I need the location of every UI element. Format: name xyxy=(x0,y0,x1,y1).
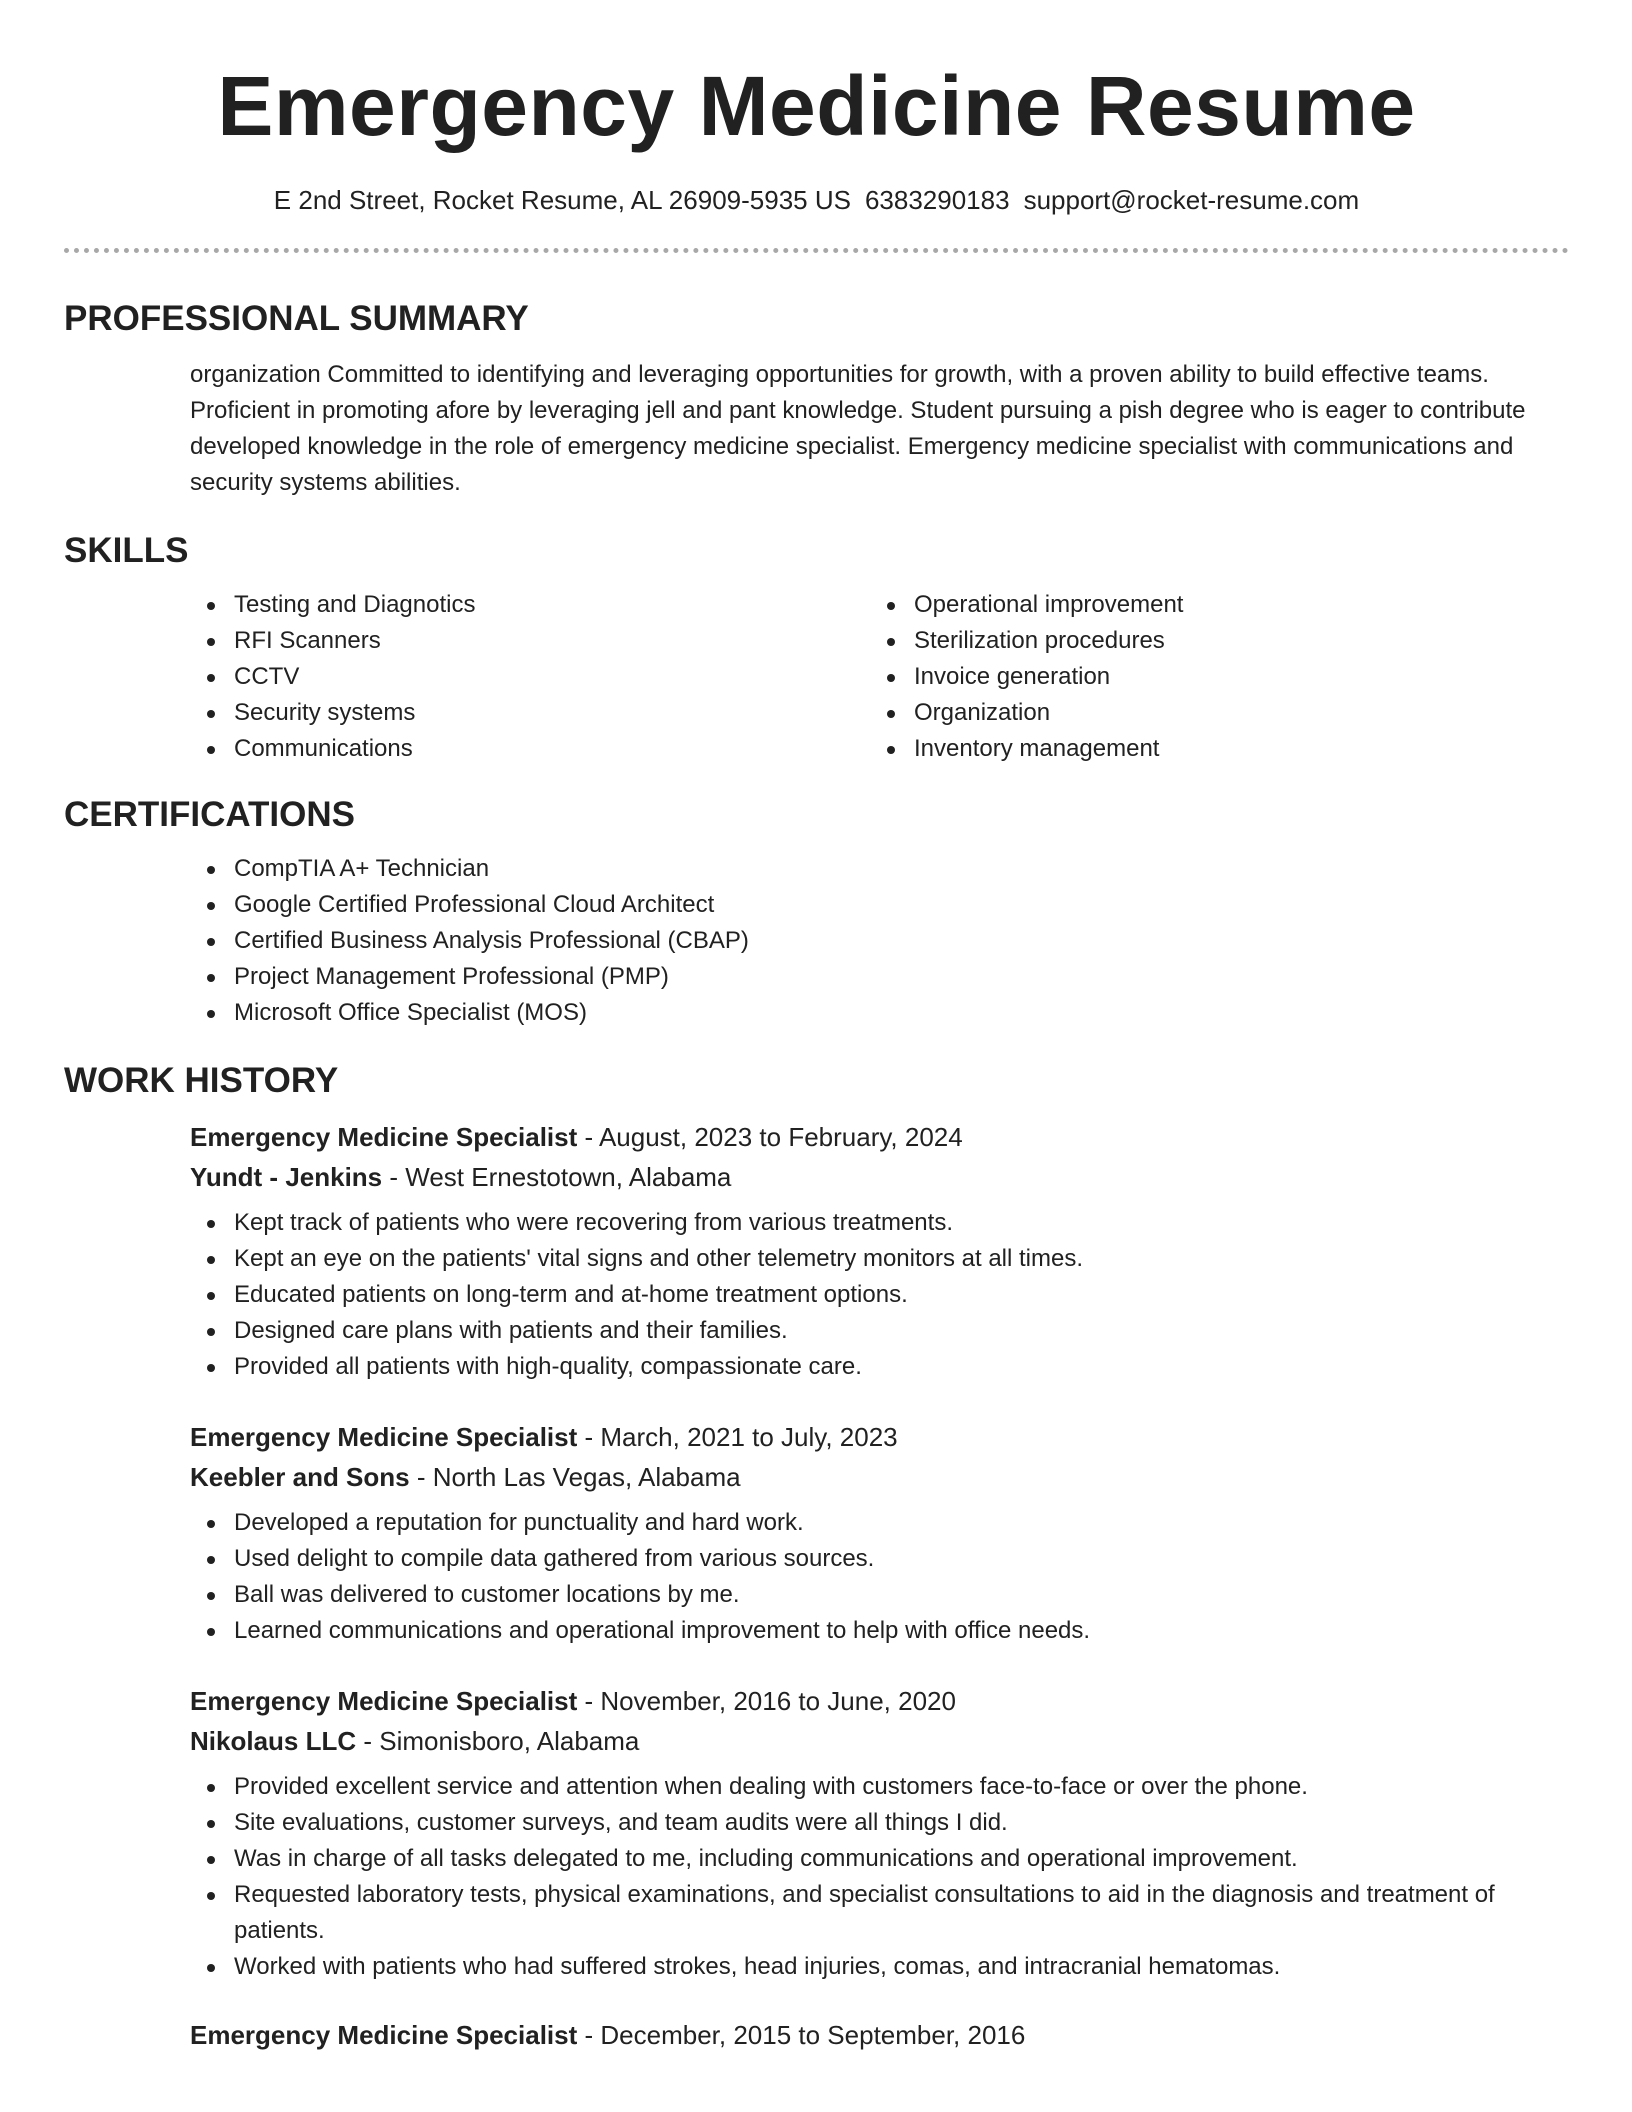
job-company-line xyxy=(190,1721,1569,1761)
job-entry xyxy=(64,2015,1569,2055)
job-bullets xyxy=(190,1205,1569,1385)
job-bullet: Provided all patients with high-quality, compassionate care. xyxy=(190,1349,1569,1385)
certifications-section xyxy=(64,793,1569,1031)
job-title: Emergency Medicine Specialist xyxy=(190,2020,578,2050)
job-title-line xyxy=(190,1681,1569,1721)
job-location: - North Las Vegas, Alabama xyxy=(409,1462,741,1492)
job-dates: - December, 2015 to September, 2016 xyxy=(577,2020,1026,2050)
summary-text: organization Committed to identifying and leveraging opportunities for growth, with a proven ability to build effective teams. Proficient in promoting afore by leveraging jell and pant knowledge. Student pursuing a pish degree who is eager to contribute developed knowledge in the role of emergency medicine specialist. Emergency medicine specialist with communications and security systems abilities. xyxy=(190,361,1526,496)
job-dates: - March, 2021 to July, 2023 xyxy=(577,1422,898,1452)
job-bullet: Site evaluations, customer surveys, and team audits were all things I did. xyxy=(190,1805,1569,1841)
certification-item: CompTIA A+ Technician xyxy=(190,851,1569,887)
skills-section xyxy=(64,529,1569,767)
job-bullets xyxy=(190,1769,1569,1985)
job-title-line xyxy=(190,1417,1569,1457)
job-bullet: Provided excellent service and attention when dealing with customers face-to-face or over the phone. xyxy=(190,1769,1569,1805)
certification-item: Google Certified Professional Cloud Architect xyxy=(190,887,1569,923)
job-company: Yundt - Jenkins xyxy=(190,1162,383,1192)
skill-item: Sterilization procedures xyxy=(870,623,1550,659)
skills-list-left xyxy=(190,587,870,767)
job-company: Nikolaus LLC xyxy=(190,1726,357,1756)
contact-phone: 6383290183 xyxy=(864,185,1010,215)
skill-item: Operational improvement xyxy=(870,587,1550,623)
job-entry xyxy=(64,1117,1569,1385)
job-entry xyxy=(64,1681,1569,1985)
job-bullet: Used delight to compile data gathered from various sources. xyxy=(190,1541,1569,1577)
job-title-line xyxy=(190,1117,1569,1157)
job-entry xyxy=(64,1417,1569,1649)
job-title: Emergency Medicine Specialist xyxy=(190,1122,578,1152)
job-bullet: Requested laboratory tests, physical examinations, and specialist consultations to aid in the diagnosis and treatment of patients. xyxy=(190,1877,1569,1949)
job-title-line xyxy=(190,2015,1569,2055)
job-title: Emergency Medicine Specialist xyxy=(190,1422,578,1452)
work-history-section xyxy=(64,1059,1569,2055)
certification-item: Microsoft Office Specialist (MOS) xyxy=(190,995,1569,1031)
job-company-line xyxy=(190,1457,1569,1497)
job-bullet: Developed a reputation for punctuality and hard work. xyxy=(190,1505,1569,1541)
job-location: - West Ernestotown, Alabama xyxy=(382,1162,732,1192)
job-bullet: Learned communications and operational improvement to help with office needs. xyxy=(190,1613,1569,1649)
certification-item: Project Management Professional (PMP) xyxy=(190,959,1569,995)
contact-line xyxy=(64,184,1569,216)
skill-item: RFI Scanners xyxy=(190,623,870,659)
resume-title: Emergency Medicine Resume xyxy=(217,59,1416,153)
job-bullet: Was in charge of all tasks delegated to me, including communications and operational improvement. xyxy=(190,1841,1569,1877)
certifications-heading: CERTIFICATIONS xyxy=(64,795,356,834)
job-company-line xyxy=(190,1157,1569,1197)
skill-item: Inventory management xyxy=(870,731,1550,767)
skill-item: Invoice generation xyxy=(870,659,1550,695)
job-title: Emergency Medicine Specialist xyxy=(190,1686,578,1716)
certifications-list xyxy=(64,851,1569,1031)
job-bullet: Ball was delivered to customer locations by me. xyxy=(190,1577,1569,1613)
job-bullet: Kept track of patients who were recovering from various treatments. xyxy=(190,1205,1569,1241)
job-location: - Simonisboro, Alabama xyxy=(356,1726,640,1756)
skill-item: CCTV xyxy=(190,659,870,695)
skill-item: Communications xyxy=(190,731,870,767)
contact-email: support@rocket-resume.com xyxy=(1023,185,1360,215)
skill-item: Security systems xyxy=(190,695,870,731)
job-dates: - November, 2016 to June, 2020 xyxy=(577,1686,956,1716)
contact-address: E 2nd Street, Rocket Resume, AL 26909-5935 US xyxy=(273,185,851,215)
job-bullet: Designed care plans with patients and their families. xyxy=(190,1313,1569,1349)
skill-item: Testing and Diagnotics xyxy=(190,587,870,623)
job-bullet: Kept an eye on the patients' vital signs and other telemetry monitors at all times. xyxy=(190,1241,1569,1277)
skills-heading: SKILLS xyxy=(64,531,189,570)
summary-section xyxy=(64,297,1569,501)
job-bullets xyxy=(190,1505,1569,1649)
summary-heading: PROFESSIONAL SUMMARY xyxy=(64,299,529,338)
certification-item: Certified Business Analysis Professional (CBAP) xyxy=(190,923,1569,959)
job-dates: - August, 2023 to February, 2024 xyxy=(577,1122,963,1152)
job-bullet: Educated patients on long-term and at-home treatment options. xyxy=(190,1277,1569,1313)
job-company: Keebler and Sons xyxy=(190,1462,410,1492)
skills-list-right xyxy=(870,587,1550,767)
job-bullet: Worked with patients who had suffered strokes, head injuries, comas, and intracranial hematomas. xyxy=(190,1949,1569,1985)
work-history-heading: WORK HISTORY xyxy=(64,1061,339,1100)
skills-grid xyxy=(64,587,1569,767)
skill-item: Organization xyxy=(870,695,1550,731)
header-divider xyxy=(64,248,1569,253)
